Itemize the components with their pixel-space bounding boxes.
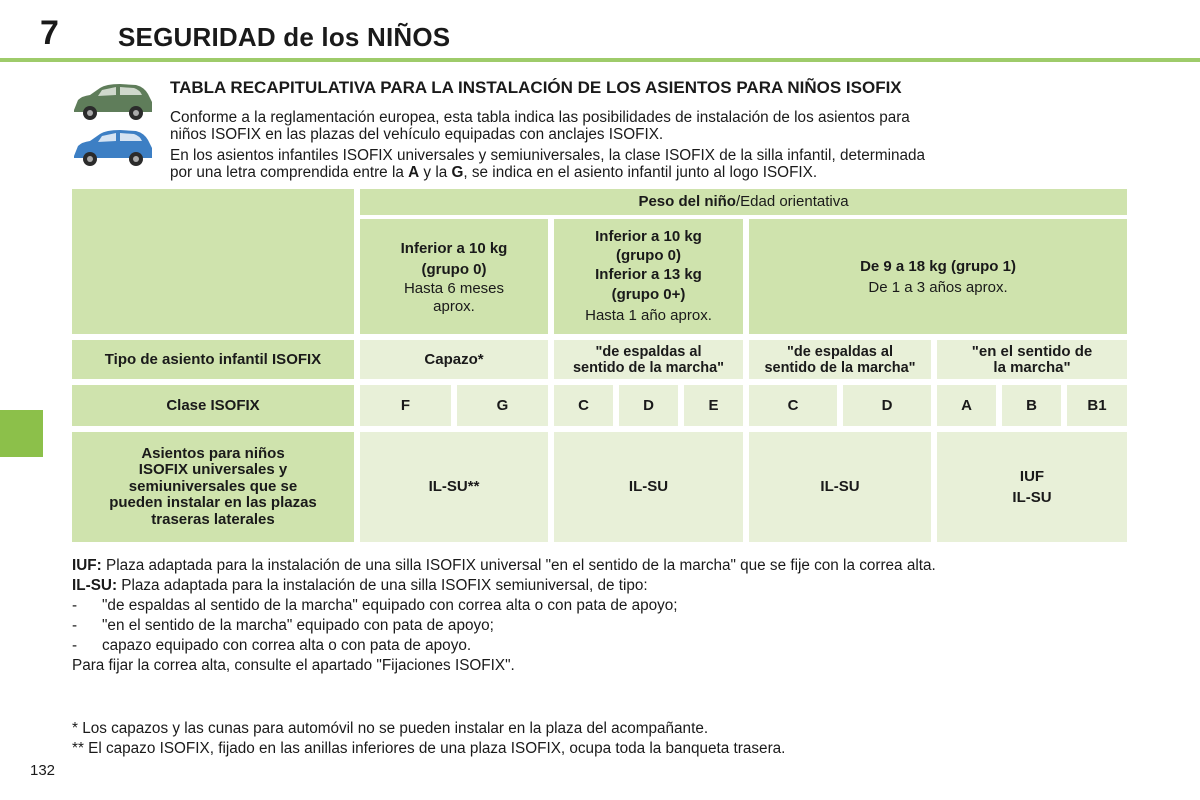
class-cell: A — [937, 385, 996, 426]
asientos-line1: Asientos para niños — [141, 444, 285, 462]
value-sentido-line1: IUF — [1019, 468, 1045, 485]
intro-p2-line2-e: , se indica en el asiento infantil junto al logo ISOFIX. — [463, 164, 818, 181]
group-0plus-line2: (grupo 0) — [616, 247, 681, 264]
group-1-cell — [749, 219, 1127, 334]
group-1-line2: De 1 a 3 años aprox. — [868, 278, 1008, 296]
intro-p1-line2: niños ISOFIX en las plazas del vehículo equipadas con anclajes ISOFIX. — [170, 126, 664, 143]
blue-car-icon — [70, 126, 156, 170]
tipo-espaldas-2-line1: "de espaldas al — [786, 343, 893, 360]
clase-label: Clase ISOFIX — [166, 396, 260, 414]
asientos-line4: pueden instalar en las plazas — [109, 494, 317, 512]
tipo-espaldas-cell-2 — [749, 340, 931, 379]
weight-header — [360, 189, 1127, 215]
tipo-espaldas-cell-1 — [554, 340, 743, 379]
note-ilsu-text: Plaza adaptada para la instalación de una silla ISOFIX semiuniversal, de tipo: — [117, 577, 648, 594]
class-cell: C — [554, 385, 613, 426]
chapter-title: SEGURIDAD de los NIÑOS — [118, 22, 451, 52]
chapter-number: 7 — [40, 14, 59, 52]
header-rule — [0, 58, 1200, 62]
tipo-espaldas-1-line1: "de espaldas al — [595, 343, 702, 360]
footnote-1: * Los capazos y las cunas para automóvil no se pueden instalar en la plaza del acompañante. — [72, 720, 709, 737]
value-espaldas-1: IL-SU — [628, 478, 669, 495]
tipo-sentido-line1: "en el sentido de — [971, 342, 1093, 360]
intro-paragraph-1 — [170, 109, 1128, 143]
class-letter-g: G — [451, 164, 464, 181]
weight-header-rest: /Edad orientativa — [735, 193, 849, 210]
note-iuf-term: IUF: — [72, 557, 102, 574]
note-list-item-text: capazo equipado con correa alta o con pata de apoyo. — [102, 637, 472, 654]
tipo-capazo: Capazo* — [424, 350, 484, 368]
legend-notes — [72, 556, 1132, 676]
class-cell: G — [457, 385, 548, 426]
tipo-label: Tipo de asiento infantil ISOFIX — [104, 350, 322, 368]
intro-paragraph-2 — [170, 147, 1128, 181]
group-0plus-cell — [554, 219, 743, 334]
group-0-line3: Hasta 6 meses — [403, 279, 505, 297]
class-cell: D — [619, 385, 678, 426]
intro-p2-line2-c: y la — [419, 164, 452, 181]
chapter-side-tab — [0, 410, 43, 457]
tipo-label-cell — [72, 340, 354, 379]
group-0plus-line1: Inferior a 10 kg — [595, 228, 702, 245]
class-cell: C — [749, 385, 837, 426]
page-number: 132 — [30, 762, 56, 779]
asientos-line3: semiuniversales que se — [128, 477, 298, 495]
note-list-item: - "de espaldas al sentido de la marcha" equipado con correa alta o con pata de apoyo; — [72, 597, 678, 614]
value-espaldas-2: IL-SU — [820, 478, 860, 495]
group-0-cell — [360, 219, 548, 334]
section-title: TABLA RECAPITULATIVA PARA LA INSTALACIÓN DE LOS ASIENTOS PARA NIÑOS ISOFIX — [170, 78, 902, 97]
class-letter-a: A — [408, 164, 420, 181]
value-capazo: IL-SU** — [428, 478, 480, 495]
footnotes — [72, 719, 1132, 759]
asientos-line2: ISOFIX universales y — [138, 461, 288, 479]
note-ilsu-term: IL-SU: — [72, 577, 118, 594]
value-sentido-line2: IL-SU — [1012, 489, 1052, 506]
group-0plus-line4: (grupo 0+) — [611, 286, 686, 303]
note-ilsu — [72, 576, 1132, 596]
tipo-espaldas-1-line2: sentido de la marcha" — [572, 359, 725, 376]
note-list-item: - "en el sentido de la marcha" equipado con pata de apoyo; — [72, 617, 494, 634]
group-0-line1: Inferior a 10 kg — [400, 239, 508, 257]
group-1-line1: De 9 a 18 kg (grupo 1) — [860, 257, 1016, 275]
value-espaldas-cell-1 — [554, 432, 743, 542]
weight-header-bold: Peso del niño — [638, 193, 736, 210]
footnote-2: ** El capazo ISOFIX, fijado en las anillas inferiores de una plaza ISOFIX, ocupa toda la banqueta trasera. — [72, 740, 786, 757]
class-cell: E — [684, 385, 743, 426]
tipo-capazo-cell — [360, 340, 548, 379]
note-list-item-text: "de espaldas al sentido de la marcha" equipado con correa alta o con pata de apoyo; — [102, 597, 678, 614]
asientos-line5: traseras laterales — [151, 510, 275, 528]
value-espaldas-cell-2 — [749, 432, 931, 542]
note-iuf — [72, 556, 1132, 576]
note-list-item: - capazo equipado con correa alta o con pata de apoyo. — [72, 637, 472, 654]
clase-label-cell — [72, 385, 354, 426]
group-0-line2: (grupo 0) — [421, 260, 487, 278]
group-0plus-line5: Hasta 1 año aprox. — [585, 307, 712, 324]
tipo-sentido-line2: la marcha" — [993, 358, 1071, 376]
note-iuf-text: Plaza adaptada para la instalación de una silla ISOFIX universal "en el sentido de la marcha" que se fije con la correa alta. — [101, 557, 936, 574]
class-cell: F — [360, 385, 451, 426]
class-cell: D — [843, 385, 931, 426]
group-0-line4: aprox. — [433, 297, 475, 315]
intro-p1-line1: Conforme a la reglamentación europea, esta tabla indica las posibilidades de instalación de los asientos para — [170, 109, 910, 126]
class-cell: B1 — [1067, 385, 1127, 426]
group-0plus-line3: Inferior a 13 kg — [595, 266, 702, 283]
class-cell: B — [1002, 385, 1061, 426]
note-fix-line: Para fijar la correa alta, consulte el apartado "Fijaciones ISOFIX". — [72, 657, 515, 674]
green-car-icon — [70, 80, 156, 124]
note-list-item-text: "en el sentido de la marcha" equipado con pata de apoyo; — [102, 617, 494, 634]
intro-p2-line1: En los asientos infantiles ISOFIX universales y semiuniversales, la clase ISOFIX de la silla infantil, determinada — [170, 147, 925, 164]
value-sentido-cell — [937, 432, 1127, 542]
tipo-espaldas-2-line2: sentido de la marcha" — [764, 359, 916, 376]
asientos-label-cell — [72, 432, 354, 542]
intro-p2-line2-a: por una letra comprendida entre la — [170, 164, 409, 181]
table-corner-cell — [72, 189, 354, 334]
value-capazo-cell — [360, 432, 548, 542]
tipo-sentido-cell — [937, 340, 1127, 379]
